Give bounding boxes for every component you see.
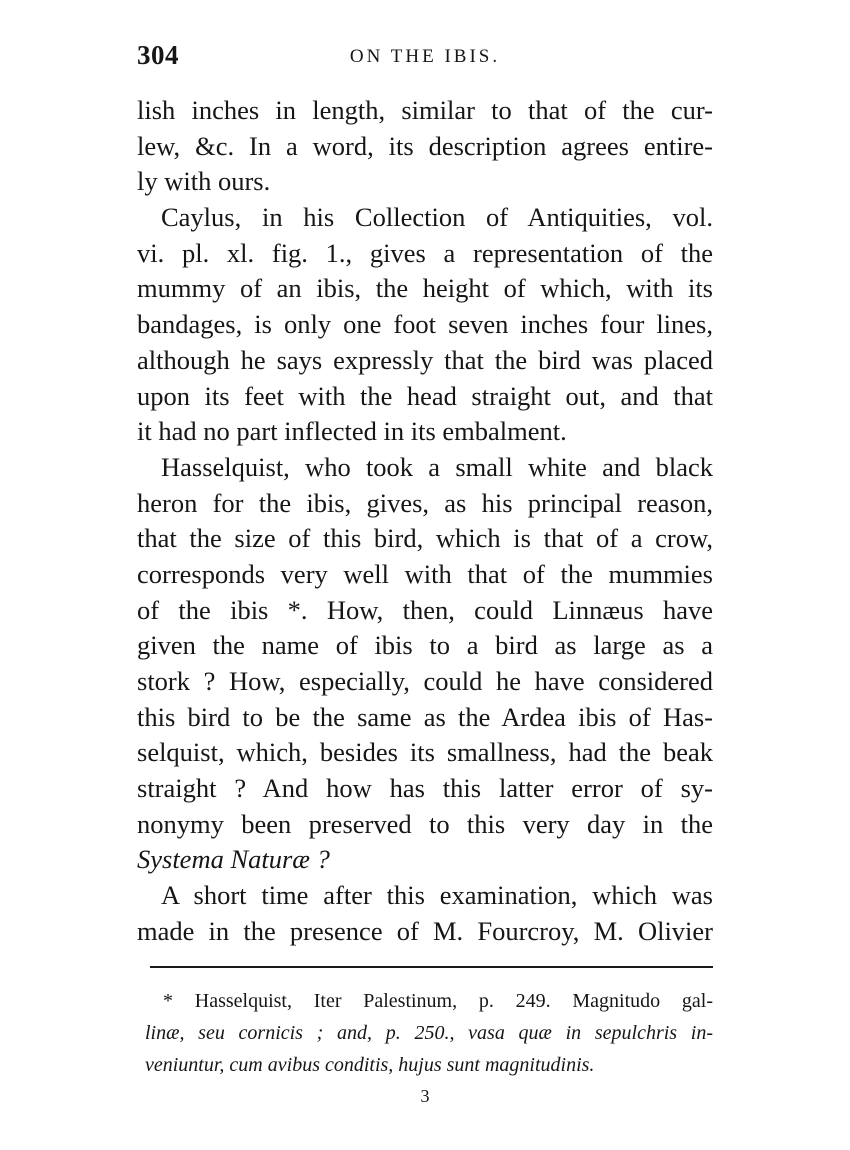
body-text: [137, 93, 713, 950]
signature-mark: 3: [420, 1086, 430, 1106]
text-line: that the size of this bird, which is that of a crow,: [137, 523, 713, 554]
text-line: selquist, which, besides its smallness, had the beak: [137, 737, 713, 768]
text-line: lew, &c. In a word, its description agrees entire-: [137, 130, 713, 161]
text-line: vi. pl. xl. fig. 1., gives a representation of the: [137, 237, 713, 268]
text-line: ly with ours.: [137, 166, 271, 197]
text-line-italic: Systema Naturæ ?: [137, 844, 330, 875]
paragraph-start-line: A short time after this examination, which was: [161, 880, 713, 911]
text-line: made in the presence of M. Fourcroy, M. Olivier: [137, 915, 713, 946]
text-line: of the ibis *. How, then, could Linnæus have: [137, 594, 713, 625]
footnote-line: veniuntur, cum avibus conditis, hujus sunt magnitudinis.: [145, 1054, 595, 1076]
running-head: ON THE IBIS.: [349, 46, 501, 67]
text-line: upon its feet with the head straight out, and that: [137, 380, 713, 411]
text-line: stork ? How, especially, could he have considered: [137, 666, 713, 696]
text-line: it had no part inflected in its embalment.: [137, 416, 567, 447]
text-line: corresponds very well with that of the mummies: [137, 558, 713, 589]
footnote-rule: [150, 966, 713, 968]
text-line: although he says expressly that the bird was placed: [137, 344, 713, 375]
paragraph-start-line: Hasselquist, who took a small white and black: [161, 451, 713, 482]
text-line: this bird to be the same as the Ardea ibis of Has-: [137, 701, 713, 732]
paragraph-start-line: Caylus, in his Collection of Antiquities, vol.: [161, 202, 713, 233]
text-line: mummy of an ibis, the height of which, with its: [137, 273, 713, 304]
footnote-line: * Hasselquist, Iter Palestinum, p. 249. Magnitudo gal-: [163, 990, 713, 1012]
text-line: bandages, is only one foot seven inches four lines,: [137, 309, 713, 340]
footnote: [145, 985, 713, 1081]
text-line: straight ? And how has this latter error of sy-: [137, 773, 713, 804]
text-line: given the name of ibis to a bird as large as a: [137, 630, 713, 661]
page-header: [137, 40, 713, 80]
footnote-line: linæ, seu cornicis ; and, p. 250., vasa quæ in sepulchris in-: [145, 1022, 713, 1044]
page-number: 304: [137, 40, 179, 70]
text-line: heron for the ibis, gives, as his principal reason,: [137, 487, 713, 518]
text-line: lish inches in length, similar to that of the cur-: [137, 95, 713, 125]
text-line: nonymy been preserved to this very day in the: [137, 808, 713, 839]
